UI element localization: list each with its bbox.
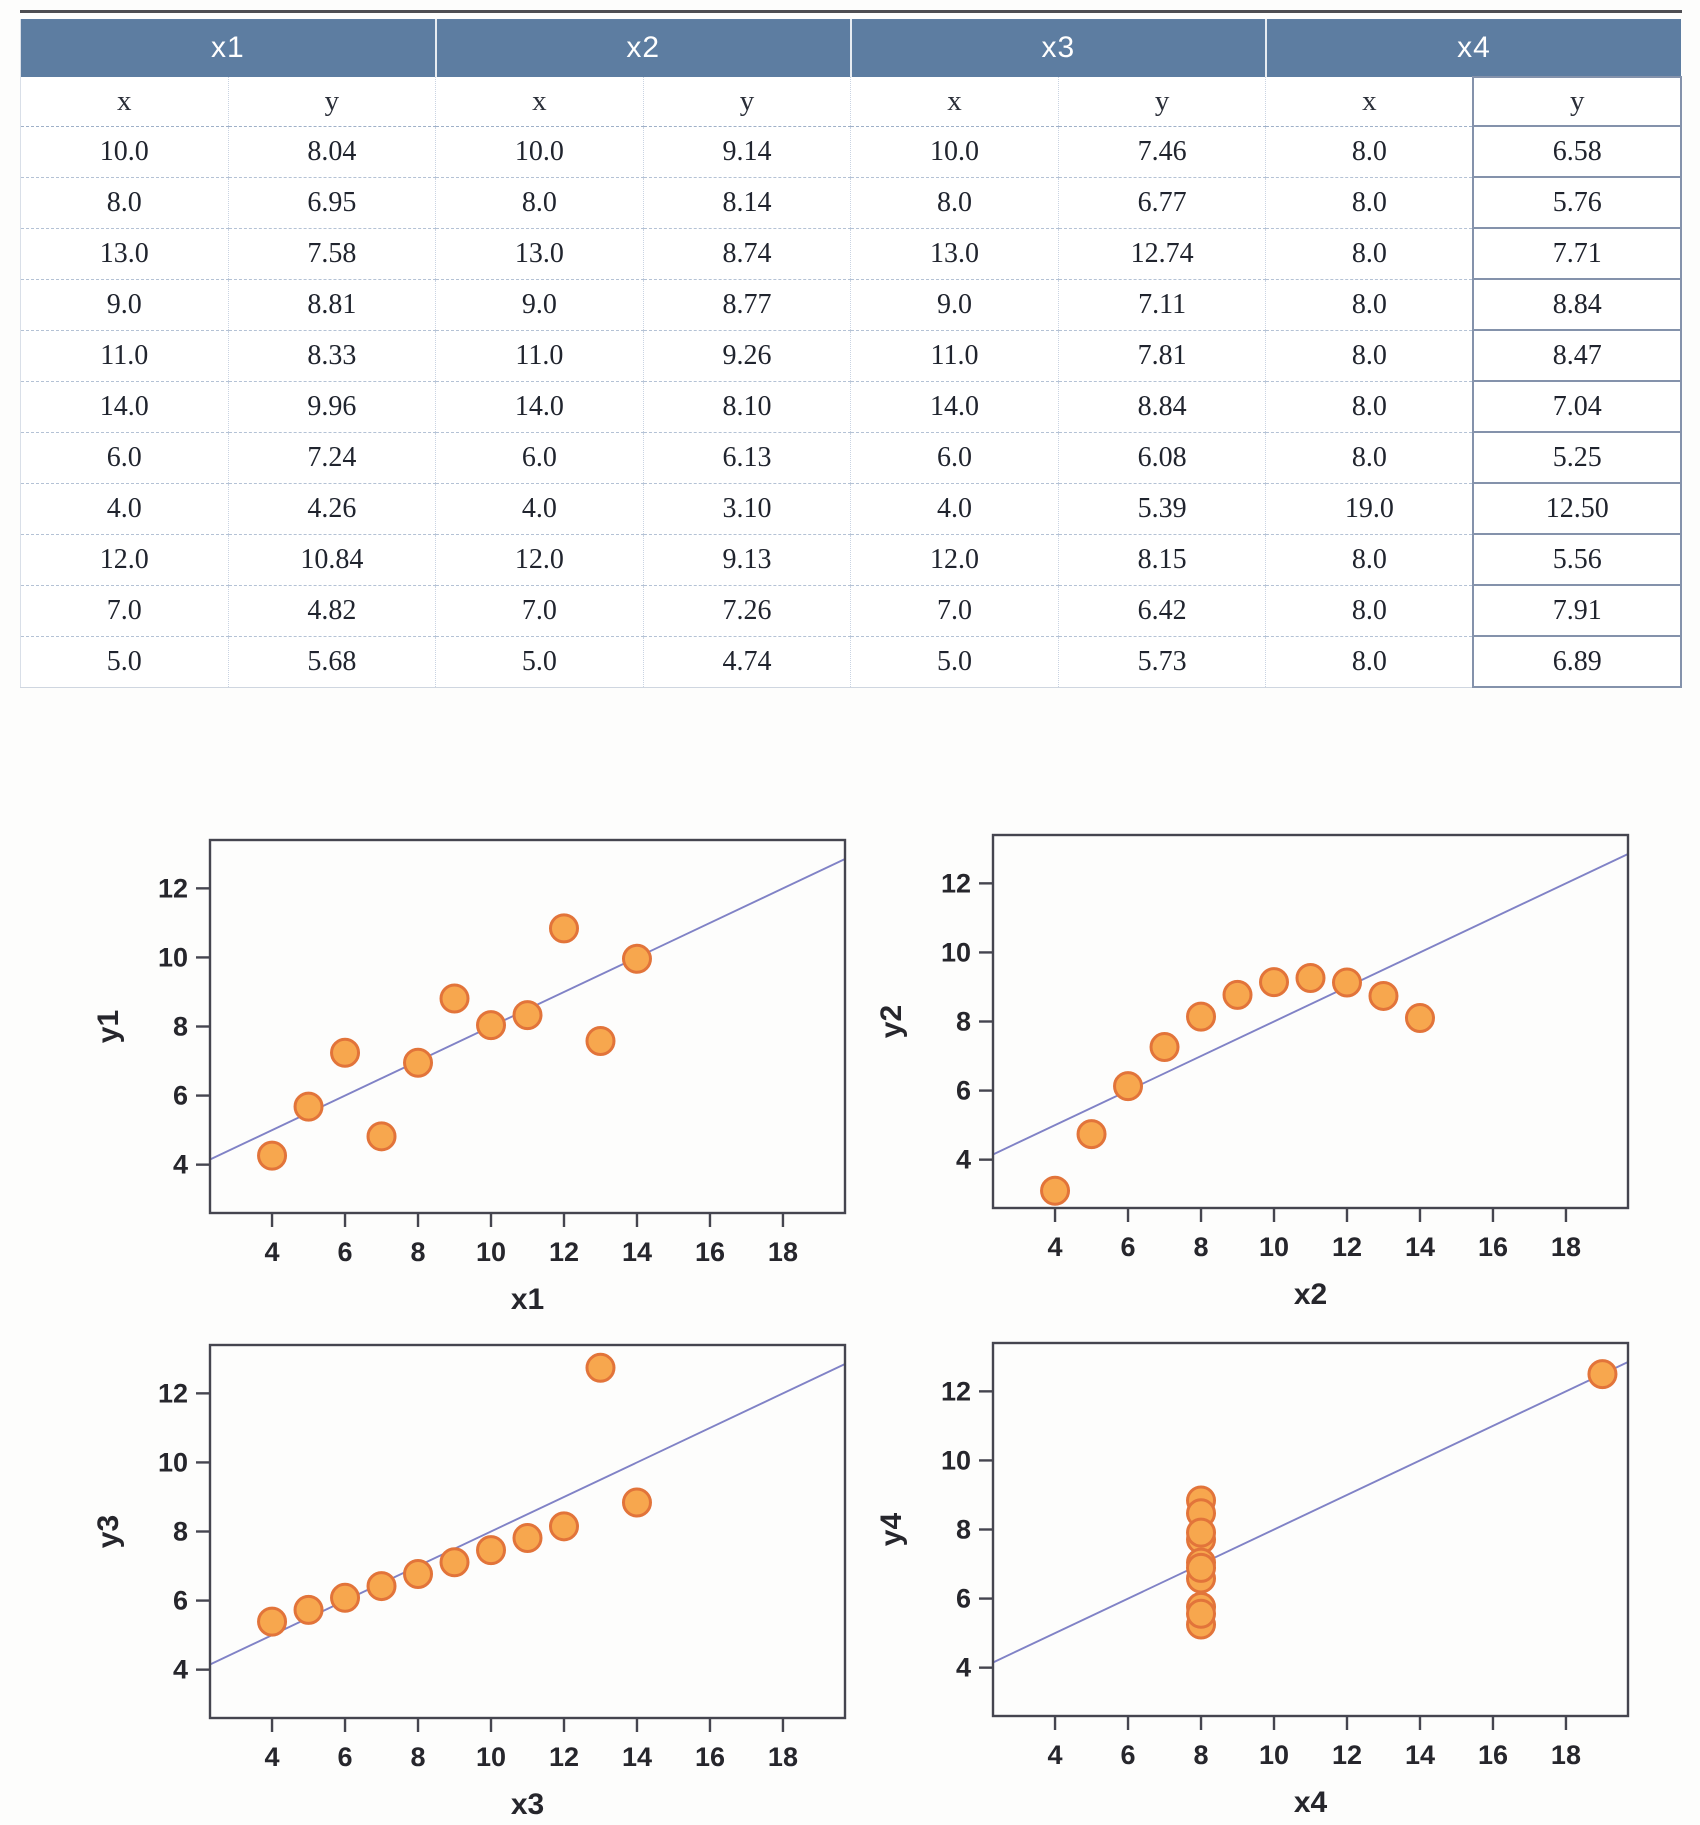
data-point [332,1584,359,1611]
x-tick-label: 18 [767,1742,798,1772]
table-cell: 8.84 [1058,381,1266,432]
table-cell: 8.77 [643,279,851,330]
x-tick-label: 12 [548,1742,580,1772]
y-axis-label: y2 [875,1004,908,1039]
table-cell: 8.81 [228,279,436,330]
table-cell: 11.0 [21,330,229,381]
table-cell: 8.0 [1266,228,1474,279]
table-cell: 7.24 [228,432,436,483]
x-tick-label: 14 [621,1742,653,1772]
x-tick-label: 16 [694,1742,725,1772]
table-row [21,279,1682,330]
data-point [550,1513,577,1540]
sub-header-cell: y [228,77,436,126]
table-cell: 8.74 [643,228,851,279]
table-cell: 8.0 [1266,279,1474,330]
sub-header-cell: x [436,77,644,126]
data-point [478,1012,505,1039]
table-cell: 6.58 [1473,126,1681,177]
table-top-rule [20,10,1682,13]
table-row [21,534,1682,585]
table-cell: 12.50 [1473,483,1681,534]
table-cell: 4.0 [436,483,644,534]
data-point [1115,1073,1142,1100]
table-cell: 11.0 [436,330,644,381]
group-header-x1: x1 [21,19,436,77]
sub-header-cell: y [643,77,851,126]
x-tick-label: 10 [475,1742,507,1772]
table-cell: 9.26 [643,330,851,381]
table-cell: 9.0 [851,279,1059,330]
table-cell: 8.84 [1473,279,1681,330]
data-point [368,1573,395,1600]
y-tick-label: 10 [940,937,971,968]
table-cell: 8.10 [643,381,851,432]
y-tick-label: 8 [172,1516,188,1547]
table-cell: 6.42 [1058,585,1266,636]
table-cell: 5.25 [1473,432,1681,483]
x-tick-label: 8 [410,1237,426,1267]
x-tick-label: 6 [337,1742,353,1772]
y-tick-label: 4 [955,1652,971,1683]
x-tick-label: 16 [694,1237,725,1267]
data-point [1589,1361,1616,1388]
x-tick-label: 18 [1550,1740,1581,1770]
table-cell: 8.47 [1473,330,1681,381]
table-cell: 5.76 [1473,177,1681,228]
table-row [21,177,1682,228]
group-header-x3: x3 [851,19,1266,77]
scatter-plot-y3-vs-x3 [85,1331,870,1825]
sub-header-cell: y [1473,77,1681,126]
data-point [587,1354,614,1381]
data-point [441,1549,468,1576]
y-axis-label: y1 [92,1009,125,1044]
data-point [1297,964,1324,991]
table-cell: 6.0 [851,432,1059,483]
y-axis-label: y4 [875,1512,908,1547]
data-point [1188,1554,1215,1581]
table-cell: 10.0 [21,126,229,177]
table-cell: 7.91 [1473,585,1681,636]
table-cell: 5.39 [1058,483,1266,534]
table-cell: 7.11 [1058,279,1266,330]
table-cell: 14.0 [21,381,229,432]
table-cell: 5.0 [851,636,1059,687]
table-cell: 8.04 [228,126,436,177]
table-cell: 8.0 [1266,177,1474,228]
y-tick-label: 4 [172,1654,188,1685]
table-cell: 5.56 [1473,534,1681,585]
data-point [514,1525,541,1552]
y-tick-label: 6 [172,1585,188,1616]
table-cell: 9.13 [643,534,851,585]
x-tick-label: 10 [1258,1232,1290,1262]
table-cell: 7.58 [228,228,436,279]
data-point [623,1489,650,1516]
table-cell: 7.81 [1058,330,1266,381]
table-cell: 10.0 [851,126,1059,177]
x-tick-label: 4 [1047,1740,1063,1770]
y-tick-label: 6 [172,1080,188,1111]
table-cell: 11.0 [851,330,1059,381]
y-tick-label: 8 [172,1011,188,1042]
table-cell: 4.0 [851,483,1059,534]
data-point [1078,1121,1105,1148]
table-cell: 5.68 [228,636,436,687]
regression-line [993,1362,1628,1662]
table-cell: 14.0 [436,381,644,432]
x-tick-label: 8 [1193,1232,1209,1262]
table-cell: 8.0 [1266,534,1474,585]
data-point [1333,969,1360,996]
y-tick-label: 12 [940,1376,971,1407]
y-tick-label: 8 [955,1006,971,1037]
table-cell: 7.0 [436,585,644,636]
table-cell: 8.0 [1266,636,1474,687]
x-tick-label: 6 [1120,1232,1136,1262]
x-tick-label: 18 [767,1237,798,1267]
table-row [21,432,1682,483]
data-point [259,1142,286,1169]
data-point [441,985,468,1012]
table-cell: 12.0 [436,534,644,585]
table-cell: 8.14 [643,177,851,228]
y-axis-label: y3 [92,1514,125,1549]
data-point [405,1049,432,1076]
table-cell: 7.71 [1473,228,1681,279]
table-cell: 6.95 [228,177,436,228]
table-cell: 12.0 [21,534,229,585]
table-row [21,585,1682,636]
sub-header-cell: x [851,77,1059,126]
table-cell: 8.0 [21,177,229,228]
y-tick-label: 12 [157,873,188,904]
table-row [21,483,1682,534]
table-cell: 7.0 [21,585,229,636]
x-tick-label: 6 [337,1237,353,1267]
group-header-x2: x2 [436,19,851,77]
y-tick-label: 4 [955,1144,971,1175]
x-tick-label: 10 [475,1237,507,1267]
table-cell: 4.82 [228,585,436,636]
sub-header-cell: x [21,77,229,126]
data-point [1188,1600,1215,1627]
data-point [550,915,577,942]
scatter-plot-y4-vs-x4 [868,1329,1653,1823]
table-cell: 13.0 [21,228,229,279]
data-point [478,1537,505,1564]
y-tick-label: 8 [955,1514,971,1545]
data-point [514,1002,541,1029]
x-axis-label: x3 [510,1788,545,1821]
table-cell: 5.0 [436,636,644,687]
table-cell: 7.26 [643,585,851,636]
table-cell: 8.0 [1266,126,1474,177]
x-tick-label: 8 [410,1742,426,1772]
scatter-plot-y2-vs-x2 [868,821,1653,1315]
data-point [332,1039,359,1066]
table-row [21,228,1682,279]
plot-frame [993,835,1628,1208]
x-tick-label: 4 [264,1237,280,1267]
table-row [21,381,1682,432]
group-header-row [21,19,1682,77]
table-cell: 3.10 [643,483,851,534]
table-cell: 8.15 [1058,534,1266,585]
data-point [623,945,650,972]
group-header-x4: x4 [1266,19,1681,77]
table-cell: 7.46 [1058,126,1266,177]
y-tick-label: 4 [172,1149,188,1180]
table-cell: 6.0 [436,432,644,483]
table-cell: 7.0 [851,585,1059,636]
x-tick-label: 8 [1193,1740,1209,1770]
table-row [21,330,1682,381]
data-point [1224,981,1251,1008]
table-cell: 4.74 [643,636,851,687]
data-point [1261,969,1288,996]
table-cell: 4.0 [21,483,229,534]
x-tick-label: 4 [264,1742,280,1772]
table-cell: 6.77 [1058,177,1266,228]
table-cell: 7.04 [1473,381,1681,432]
x-tick-label: 10 [1258,1740,1290,1770]
x-tick-label: 12 [548,1237,580,1267]
table-cell: 10.84 [228,534,436,585]
y-tick-label: 10 [157,1447,188,1478]
table-cell: 6.08 [1058,432,1266,483]
data-point [1188,1003,1215,1030]
table-cell: 9.0 [21,279,229,330]
x-tick-label: 6 [1120,1740,1136,1770]
data-point [1151,1034,1178,1061]
x-tick-label: 12 [1331,1232,1363,1262]
table-cell: 5.0 [21,636,229,687]
table-cell: 9.96 [228,381,436,432]
data-point [295,1093,322,1120]
x-tick-label: 16 [1477,1740,1508,1770]
sub-header-row [21,77,1682,126]
data-point [1042,1177,1069,1204]
x-tick-label: 12 [1331,1740,1363,1770]
x-tick-label: 18 [1550,1232,1581,1262]
y-tick-label: 12 [157,1378,188,1409]
table-body [21,126,1682,687]
table-cell: 8.0 [1266,432,1474,483]
table-cell: 10.0 [436,126,644,177]
y-tick-label: 10 [157,942,188,973]
table-cell: 8.0 [436,177,644,228]
table-cell: 6.0 [21,432,229,483]
data-point [1188,1519,1215,1546]
table-cell: 8.0 [851,177,1059,228]
table-cell: 8.0 [1266,585,1474,636]
table-header [21,19,1682,126]
x-axis-label: x1 [510,1283,545,1316]
data-point [368,1123,395,1150]
table-cell: 6.89 [1473,636,1681,687]
table-row [21,636,1682,687]
plot-frame [993,1343,1628,1716]
x-tick-label: 16 [1477,1232,1508,1262]
table-cell: 6.13 [643,432,851,483]
table-cell: 14.0 [851,381,1059,432]
table-cell: 8.0 [1266,381,1474,432]
x-tick-label: 14 [1404,1232,1436,1262]
data-point [587,1028,614,1055]
data-point [1370,982,1397,1009]
data-point [259,1608,286,1635]
data-point [405,1560,432,1587]
table-cell: 4.26 [228,483,436,534]
scatter-plot-y1-vs-x1 [85,826,870,1320]
y-tick-label: 10 [940,1445,971,1476]
y-tick-label: 12 [940,868,971,899]
table-cell: 13.0 [436,228,644,279]
table-cell: 13.0 [851,228,1059,279]
table-cell: 8.33 [228,330,436,381]
data-point [295,1596,322,1623]
table-row [21,126,1682,177]
sub-header-cell: y [1058,77,1266,126]
x-axis-label: x4 [1293,1786,1328,1819]
sub-header-cell: x [1266,77,1474,126]
table-cell: 12.74 [1058,228,1266,279]
y-tick-label: 6 [955,1583,971,1614]
x-tick-label: 14 [621,1237,653,1267]
y-tick-label: 6 [955,1075,971,1106]
table-cell: 19.0 [1266,483,1474,534]
data-point [1406,1005,1433,1032]
table-cell: 9.14 [643,126,851,177]
table-cell: 9.0 [436,279,644,330]
table-cell: 8.0 [1266,330,1474,381]
regression-line [993,854,1628,1154]
x-tick-label: 14 [1404,1740,1436,1770]
table-cell: 12.0 [851,534,1059,585]
anscombe-quartet-table [20,19,1682,688]
table-cell: 5.73 [1058,636,1266,687]
x-tick-label: 4 [1047,1232,1063,1262]
x-axis-label: x2 [1293,1278,1328,1311]
